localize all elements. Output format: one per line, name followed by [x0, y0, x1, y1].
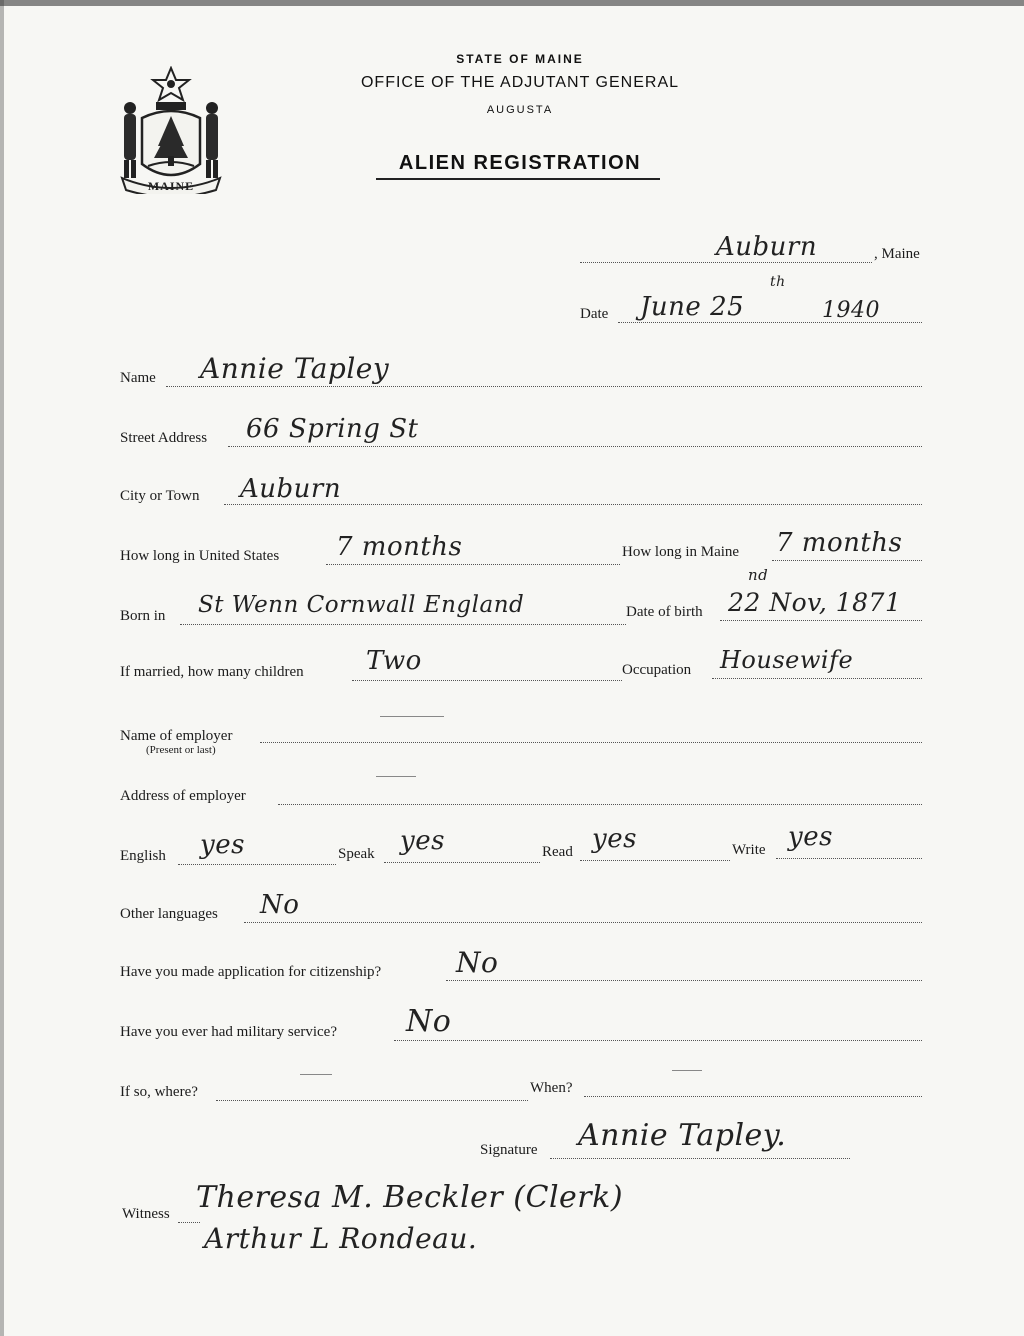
employer-address-dash — [376, 776, 416, 777]
header-office: OFFICE OF THE ADJUTANT GENERAL — [360, 74, 680, 91]
employer-sublabel: (Present or last) — [146, 744, 216, 756]
city-label: City or Town — [120, 488, 200, 504]
citizenship-line — [446, 980, 922, 981]
maine-duration-line — [772, 560, 922, 561]
english-value: yes — [200, 830, 245, 860]
occupation-value: Housewife — [720, 646, 854, 674]
birthplace-value: St Wenn Cornwall England — [198, 592, 525, 618]
city-line — [224, 504, 922, 505]
birthdate-line — [720, 620, 922, 621]
birthplace-label: Born in — [120, 608, 166, 624]
employer-dash — [380, 716, 444, 717]
english-line — [178, 864, 336, 865]
english-label: English — [120, 848, 166, 864]
us-duration-value: 7 months — [336, 532, 463, 562]
name-value: Annie Tapley — [200, 352, 390, 385]
children-value: Two — [366, 646, 422, 676]
speak-value: yes — [400, 826, 445, 856]
title-underline — [376, 178, 660, 180]
citizenship-value: No — [456, 946, 499, 979]
birthdate-ordinal: nd — [748, 566, 769, 584]
write-value: yes — [788, 822, 833, 852]
date-label: Date — [580, 306, 609, 322]
children-label: If married, how many children — [120, 664, 304, 680]
military-line — [394, 1040, 922, 1041]
citizenship-label: Have you made application for citizenship? — [120, 964, 382, 980]
scan-left-edge — [0, 0, 4, 1336]
signature-value: Annie Tapley. — [578, 1118, 787, 1153]
read-label: Read — [542, 844, 573, 860]
place-line — [580, 262, 872, 263]
maine-duration-value: 7 months — [776, 528, 903, 558]
speak-line — [384, 862, 540, 863]
date-ordinal: th — [770, 274, 786, 290]
employer-address-label: Address of employer — [120, 788, 246, 804]
when-label: When? — [530, 1080, 573, 1096]
scan-top-edge — [0, 0, 1024, 6]
read-value: yes — [592, 824, 637, 854]
birthplace-line — [180, 624, 626, 625]
witness-value-1: Theresa M. Beckler (Clerk) — [196, 1180, 624, 1215]
maine-duration-label: How long in Maine — [622, 544, 740, 560]
birthdate-label: Date of birth — [626, 604, 703, 620]
svg-text:MAINE: MAINE — [147, 179, 195, 193]
maine-state-seal-icon — [112, 66, 230, 194]
form-title: ALIEN REGISTRATION — [398, 152, 642, 174]
signature-line — [550, 1158, 850, 1159]
employer-address-line — [278, 804, 922, 805]
where-label: If so, where? — [120, 1084, 198, 1100]
street-value: 66 Spring St — [246, 414, 419, 444]
signature-label: Signature — [480, 1142, 538, 1158]
speak-label: Speak — [338, 846, 375, 862]
other-languages-line — [244, 922, 922, 923]
birthdate-value: 22 Nov, 1871 — [728, 588, 902, 617]
us-duration-line — [326, 564, 620, 565]
read-line — [580, 860, 730, 861]
street-label: Street Address — [120, 430, 208, 446]
occupation-label: Occupation — [622, 662, 692, 678]
date-year: 1940 — [822, 298, 880, 323]
write-line — [776, 858, 922, 859]
other-languages-value: No — [260, 890, 300, 920]
witness-value-2: Arthur L Rondeau. — [204, 1222, 478, 1255]
date-value: June 25 — [640, 292, 745, 322]
military-label: Have you ever had military service? — [120, 1024, 337, 1040]
employer-label: Name of employer — [120, 728, 233, 744]
place-value: Auburn — [716, 232, 818, 262]
write-label: Write — [732, 842, 766, 858]
name-line — [166, 386, 922, 387]
place-suffix: , Maine — [874, 246, 920, 262]
where-dash — [300, 1074, 332, 1075]
military-value: No — [406, 1004, 452, 1039]
header-state: STATE OF MAINE — [456, 52, 584, 66]
where-line — [216, 1100, 528, 1101]
employer-line — [260, 742, 922, 743]
when-dash — [672, 1070, 702, 1071]
witness-label: Witness — [122, 1206, 170, 1222]
other-languages-label: Other languages — [120, 906, 218, 922]
occupation-line — [712, 678, 922, 679]
header-city: AUGUSTA — [486, 104, 554, 116]
city-value: Auburn — [240, 474, 342, 504]
street-line — [228, 446, 922, 447]
witness-line — [178, 1222, 200, 1223]
when-line — [584, 1096, 922, 1097]
us-duration-label: How long in United States — [120, 548, 280, 564]
children-line — [352, 680, 622, 681]
name-label: Name — [120, 370, 156, 386]
